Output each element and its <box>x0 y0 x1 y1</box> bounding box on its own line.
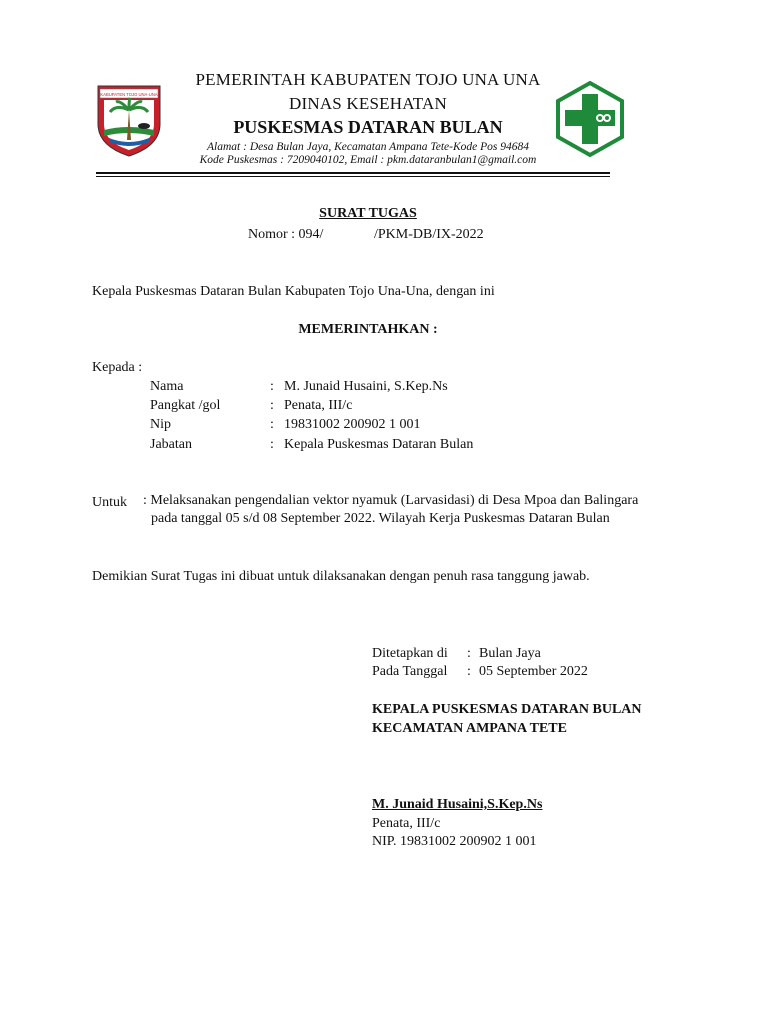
field-label: Pangkat /gol <box>150 398 221 413</box>
signatory-name: M. Junaid Husaini,S.Kep.Ns <box>372 797 543 812</box>
letter-title: SURAT TUGAS <box>319 206 417 221</box>
kepada-label: Kepada : <box>92 360 143 375</box>
closing-text: Demikian Surat Tugas ini dibuat untuk dilaksanakan dengan penuh rasa tanggung jawab. <box>92 569 590 584</box>
place-label: Ditetapkan di <box>372 646 448 661</box>
field-separator: : <box>270 379 274 394</box>
signatory-nip: NIP. 19831002 200902 1 001 <box>372 834 537 849</box>
header-address: Alamat : Desa Bulan Jaya, Kecamatan Ampana Tete-Kode Pos 94684 <box>207 141 529 153</box>
place-separator: : <box>467 646 471 661</box>
untuk-label: Untuk <box>92 495 127 510</box>
signatory-position-line2: KECAMATAN AMPANA TETE <box>372 721 567 736</box>
untuk-text-line1: : Melaksanakan pengendalian vektor nyamuk (Larvasidasi) di Desa Mpoa dan Balingara <box>143 493 639 508</box>
date-value: 05 September 2022 <box>479 664 588 679</box>
field-separator: : <box>270 398 274 413</box>
header-code-email: Kode Puskesmas : 7209040102, Email : pkm.dataranbulan1@gmail.com <box>199 154 537 166</box>
untuk-text-line2: pada tanggal 05 s/d 08 September 2022. Wilayah Kerja Puskesmas Dataran Bulan <box>151 511 610 526</box>
header-divider-thin <box>96 176 610 177</box>
field-value: Penata, III/c <box>284 398 353 413</box>
field-separator: : <box>270 437 274 452</box>
command-heading: MEMERINTAHKAN : <box>298 322 438 337</box>
header-department: DINAS KESEHATAN <box>289 94 447 113</box>
crest-banner-text: KABUPATEN TOJO UNA-UNA <box>100 92 158 97</box>
field-value: 19831002 200902 1 001 <box>284 417 421 432</box>
field-label: Nip <box>150 417 171 432</box>
field-value: Kepala Puskesmas Dataran Bulan <box>284 437 474 452</box>
header-government: PEMERINTAH KABUPATEN TOJO UNA UNA <box>195 70 541 89</box>
regency-crest-icon <box>94 80 164 158</box>
signatory-position-line1: KEPALA PUSKESMAS DATARAN BULAN <box>372 702 642 717</box>
header-institution: PUSKESMAS DATARAN BULAN <box>233 117 503 137</box>
date-label: Pada Tanggal <box>372 664 448 679</box>
signatory-rank: Penata, III/c <box>372 816 441 831</box>
letter-number-suffix: /PKM-DB/IX-2022 <box>374 227 484 242</box>
field-label: Nama <box>150 379 184 394</box>
header-divider-thick <box>96 172 610 174</box>
date-separator: : <box>467 664 471 679</box>
intro-text: Kepala Puskesmas Dataran Bulan Kabupaten Tojo Una-Una, dengan ini <box>92 284 495 299</box>
field-label: Jabatan <box>150 437 192 452</box>
field-value: M. Junaid Husaini, S.Kep.Ns <box>284 379 448 394</box>
field-separator: : <box>270 417 274 432</box>
letter-number-prefix: Nomor : 094/ <box>248 227 324 242</box>
place-value: Bulan Jaya <box>479 646 541 661</box>
